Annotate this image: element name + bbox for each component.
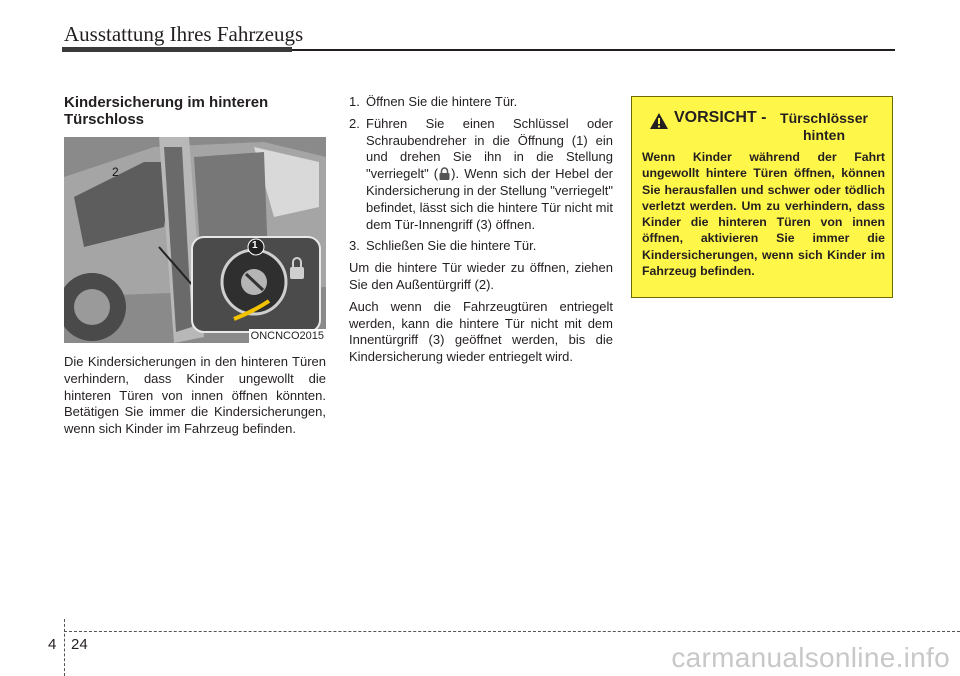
child-lock-illustration: [64, 137, 326, 343]
caution-title: Türschlösser hinten: [780, 110, 868, 143]
instructions-column: [349, 94, 613, 371]
step-item: [349, 116, 613, 234]
step-text: Schließen Sie die hintere Tür.: [366, 238, 537, 254]
paragraph: Um die hintere Tür wieder zu öffnen, ziehen Sie den Außentürgriff (2).: [349, 260, 613, 292]
section-heading-block: [64, 94, 326, 128]
footer-rule: [64, 631, 960, 632]
section-title: Kindersicherung im hinteren Türschloss: [64, 94, 269, 128]
step-text: [366, 116, 613, 234]
step-number: 2.: [349, 115, 360, 131]
header-rule: [62, 49, 895, 51]
caution-text: Wenn Kinder während der Fahrt ungewollt hintere Türen öffnen, können Sie herausfallen und schwer oder tödlich verletzt werden. Um zu verhindern, dass Kinder die hinteren Türen von innen öffnen, aktivieren Sie immer die Kindersicherungen, wenn sich Kinder im Fahrzeug befinden.: [642, 150, 885, 279]
step-text-part: ). Wenn sich der Hebel der Kindersicherung in der Stellung "verriegelt" befindet, lässt sich die hintere Tür nicht mit dem Tür-Innengriff (3) öffnen.: [366, 166, 614, 232]
step-item: [349, 94, 613, 111]
footer-divider: [64, 619, 65, 676]
chapter-number: 4: [48, 636, 57, 653]
callout-2-label: 2: [112, 165, 119, 179]
step-number: 3.: [349, 238, 360, 254]
caution-label: VORSICHT -: [674, 109, 767, 126]
page-number: 24: [71, 636, 88, 653]
page-header-title: Ausstattung Ihres Fahrzeugs: [64, 22, 304, 46]
figure-caption: ONCNCO2015: [250, 330, 324, 342]
callout-1-label: 1: [252, 240, 258, 251]
car-door-illustration: [64, 137, 326, 343]
step-number: 1.: [349, 94, 360, 109]
step-item: [349, 238, 613, 255]
paragraph: Auch wenn die Fahrzeugtüren entriegelt werden, kann die hintere Tür nicht mit dem Innentürgriff (3) geöffnet werden, bis die Kindersicherung wieder entriegelt wird.: [349, 298, 613, 365]
step-text-part: Führen Sie einen Schlüssel oder Schraubendreher in die Öffnung (1) ein und drehen Sie ihn in die Stellung "verriegelt" (: [366, 115, 613, 182]
watermark: carmanualsonline.info: [671, 642, 950, 673]
intro-paragraph: Die Kindersicherungen in den hinteren Türen verhindern, dass Kinder ungewollt die hinteren Türen von innen öffnen könnten. Betätigen Sie immer die Kindersicherungen, wenn sich Kinder im Fahrzeug befinden.: [64, 354, 326, 437]
step-text: Öffnen Sie die hintere Tür.: [366, 94, 518, 109]
caution-box: [631, 96, 893, 298]
lock-icon: [438, 167, 451, 180]
warning-triangle-icon: [649, 112, 669, 130]
